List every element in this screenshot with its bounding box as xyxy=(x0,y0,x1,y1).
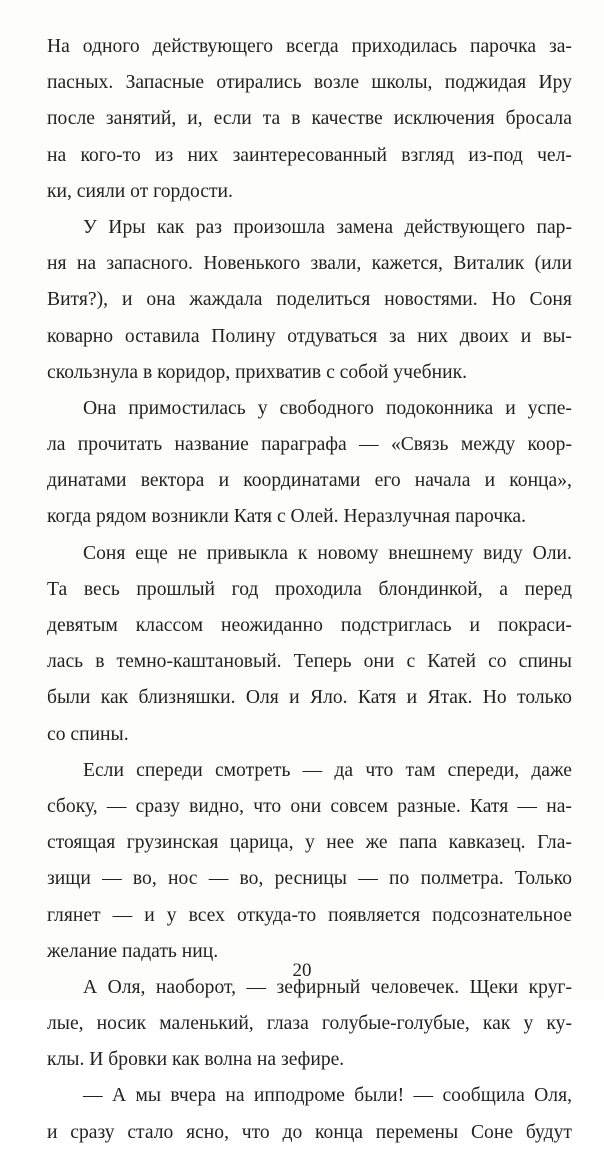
text-line: были как близняшки. Оля и Яло. Катя и Ятак. Но только xyxy=(47,687,572,709)
text-line: клы. И бровки как волна на зефире. xyxy=(47,1049,345,1071)
text-line: Витя?), и она жаждала поделиться новостями. Но Соня xyxy=(47,289,572,311)
text-line: ки, сияли от гордости. xyxy=(47,180,233,202)
text-line: зищи — во, нос — во, ресницы — по полметра. Только xyxy=(47,868,572,890)
text-line: стоящая грузинская царица, у нее же папа кавказец. Гла- xyxy=(47,832,572,854)
text-line: динатами вектора и координатами его начала и конца», xyxy=(47,470,572,492)
text-line: коварно оставила Полину отдуваться за них двоих и вы- xyxy=(47,325,572,347)
text-line: Соня еще не привыкла к новому внешнему виду Оли. xyxy=(83,542,572,564)
page-number: 20 xyxy=(292,960,312,981)
text-line: сбоку, — сразу видно, что они совсем разные. Катя — на- xyxy=(47,795,572,817)
text-line: желание падать ниц. xyxy=(47,940,219,962)
text-line: Если спереди смотреть — да что там спереди, даже xyxy=(83,759,572,781)
text-line: ня на запасного. Новенького звали, кажется, Виталик (или xyxy=(47,253,572,275)
text-line: глянет — и у всех откуда-то появляется подсознательное xyxy=(47,904,572,926)
text-line: лась в темно-каштановый. Теперь они с Катей со спины xyxy=(47,651,572,673)
body-text xyxy=(47,29,572,1151)
text-line: ла прочитать название параграфа — «Связь между коор- xyxy=(47,434,572,456)
text-line: со спины. xyxy=(47,723,129,745)
text-line: после занятий, и, если та в качестве исключения бросала xyxy=(47,108,572,130)
text-line: на кого-то из них заинтересованный взгляд из-под чел- xyxy=(47,144,572,166)
text-line: — А мы вчера на ипподроме были! — сообщила Оля, xyxy=(83,1085,572,1107)
text-line: пасных. Запасные отирались возле школы, поджидая Иру xyxy=(47,72,572,94)
text-line: когда рядом возникли Катя с Олей. Неразлучная парочка. xyxy=(47,506,527,528)
text-line: Она примостилась у свободного подоконника и успе- xyxy=(83,397,572,419)
text-line: У Иры как раз произошла замена действующего пар- xyxy=(83,216,572,238)
text-line: и сразу стало ясно, что до конца перемены Соне будут xyxy=(47,1121,572,1143)
text-line: девятым классом неожиданно подстриглась и покраси- xyxy=(47,615,572,636)
text-line: На одного действующего всегда приходилась парочка за- xyxy=(47,36,572,57)
text-line: А Оля, наоборот, — зефирный человечек. Щеки круг- xyxy=(83,976,572,998)
text-line: лые, носик маленький, глаза голубые-голубые, как у ку- xyxy=(47,1013,572,1035)
text-line: Та весь прошлый год проходила блондинкой, а перед xyxy=(47,578,572,600)
text-line: скользнула в коридор, прихватив с собой учебник. xyxy=(47,361,468,383)
